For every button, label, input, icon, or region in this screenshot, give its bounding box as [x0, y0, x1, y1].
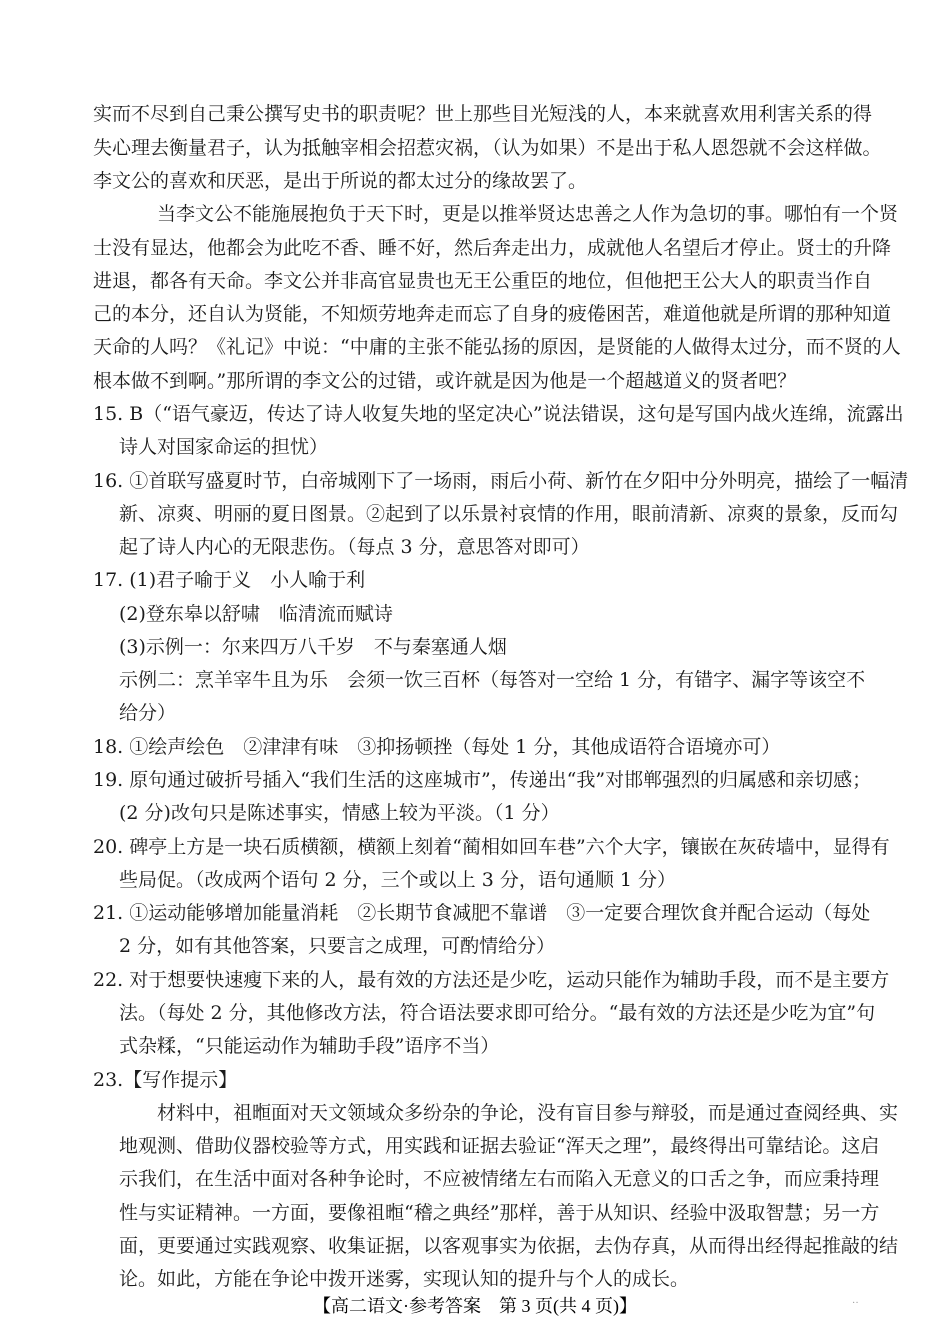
writing-tip-line: 地观测、借助仪器校验等方式，用实践和证据去验证“浑天之理”，最终得出可靠结论。这启	[119, 1135, 880, 1157]
answer-17: 17. (1)君子喻于义 小人喻于利	[93, 569, 366, 591]
answer-16-continued: 起了诗人内心的无限悲伤。（每点 3 分，意思答对即可）	[119, 536, 590, 558]
answer-15: 15. B（“语气豪迈，传达了诗人收复失地的坚定决心”说法错误，这句是写国内战火连绵，流露出	[93, 403, 904, 425]
writing-tip-line: 面，更要通过实践观察、收集证据，以客观事实为依据，去伪存真，从而得出经得起推敲的结	[119, 1235, 899, 1257]
answer-16-continued: 新、凉爽、明丽的夏日图景。②起到了以乐景衬哀情的作用，眼前清新、凉爽的景象，反而勾	[119, 503, 899, 525]
answer-19: 19. 原句通过破折号插入“我们生活的这座城市”，传递出“我”对邯郸强烈的归属感和亲切感；	[93, 769, 872, 791]
text-line: 天命的人吗？《礼记》中说：“中庸的主张不能弘扬的原因，是贤能的人做得太过分，而不贤的人	[93, 336, 901, 358]
answer-17-part-2: (2)登东皋以舒啸 临清流而赋诗	[119, 603, 393, 625]
answer-22-continued: 式杂糅，“只能运动作为辅助手段”语序不当）	[119, 1035, 500, 1057]
writing-tip-line: 示我们，在生活中面对各种争论时，不应被情绪左右而陷入无意义的口舌之争，而应秉持理	[119, 1168, 880, 1190]
answer-15-continued: 诗人对国家命运的担忧）	[119, 436, 329, 458]
writing-tip-paragraph-start: 材料中，祖暅面对天文领域众多纷杂的争论，没有盲目参与辩驳，而是通过查阅经典、实	[157, 1102, 899, 1124]
answer-17-part-3: (3)示例一：尔来四万八千岁 不与秦塞通人烟	[119, 636, 507, 658]
answer-16: 16. ①首联写盛夏时节，白帝城刚下了一场雨，雨后小荷、新竹在夕阳中分外明亮，描绘了一幅清	[93, 470, 909, 492]
answer-21-continued: 2 分，如有其他答案，只要言之成理，可酌情给分）	[119, 935, 556, 957]
text-line: 士没有显达，他都会为此吃不香、睡不好，然后奔走出力，成就他人名望后才停止。贤士的升降	[93, 237, 892, 259]
answer-22: 22. 对于想要快速瘦下来的人，最有效的方法还是少吃，运动只能作为辅助手段，而不是主要方	[93, 969, 890, 991]
text-line: 根本做不到啊。”那所谓的李文公的过错，或许就是因为他是一个超越道义的贤者吧？	[93, 370, 797, 392]
text-line: 实而不尽到自己秉公撰写史书的职责呢？世上那些目光短浅的人，本来就喜欢用利害关系的得	[93, 103, 873, 125]
text-line: 李文公的喜欢和厌恶，是出于所说的都太过分的缘故罢了。	[93, 170, 588, 192]
answer-19-continued: (2 分)改句只是陈述事实，情感上较为平淡。（1 分）	[119, 802, 560, 824]
answer-20-continued: 些局促。（改成两个语句 2 分，三个或以上 3 分，语句通顺 1 分）	[119, 869, 677, 891]
text-line: 己的本分，还自认为贤能，不知烦劳地奔走而忘了自身的疲倦困苦，难道他就是所谓的那种知道	[93, 303, 892, 325]
answer-20: 20. 碑亭上方是一块石质横额，横额上刻着“蔺相如回车巷”六个大字，镶嵌在灰砖墙中，显得有	[93, 836, 890, 858]
paragraph-start-line: 当李文公不能施展抱负于天下时，更是以推举贤达忠善之人作为急切的事。哪怕有一个贤	[157, 203, 899, 225]
writing-tip-line: 性与实证精神。一方面，要像祖暅“稽之典经”那样，善于从知识、经验中汲取智慧；另一方	[119, 1202, 880, 1224]
answer-22-continued: 法。（每处 2 分，其他修改方法，符合语法要求即可给分。“最有效的方法还是少吃为宜”句	[119, 1002, 876, 1024]
answer-18: 18. ①绘声绘色 ②津津有味 ③抑扬顿挫（每处 1 分，其他成语符合语境亦可）	[93, 736, 781, 758]
answer-21: 21. ①运动能够增加能量消耗 ②长期节食减肥不靠谱 ③一定要合理饮食并配合运动（每处	[93, 902, 871, 924]
answer-17-continued: 给分）	[119, 702, 177, 724]
writing-tip-line: 论。如此，方能在争论中拨开迷雾，实现认知的提升与个人的成长。	[119, 1268, 690, 1290]
corner-mark: ··	[852, 1298, 859, 1309]
text-line: 失心理去衡量君子，认为抵触宰相会招惹灾祸，（认为如果）不是出于私人恩怨就不会这样做。	[93, 137, 882, 159]
answer-23-heading: 23.【写作提示】	[93, 1069, 238, 1091]
page-footer: 【高二语文·参考答案 第 3 页(共 4 页)】	[313, 1296, 637, 1316]
text-line: 进退，都各有天命。李文公并非高官显贵也无王公重臣的地位，但他把王公大人的职责当作自	[93, 270, 873, 292]
answer-17-example-2: 示例二：烹羊宰牛且为乐 会须一饮三百杯（每答对一空给 1 分，有错字、漏字等该空不	[119, 669, 866, 691]
